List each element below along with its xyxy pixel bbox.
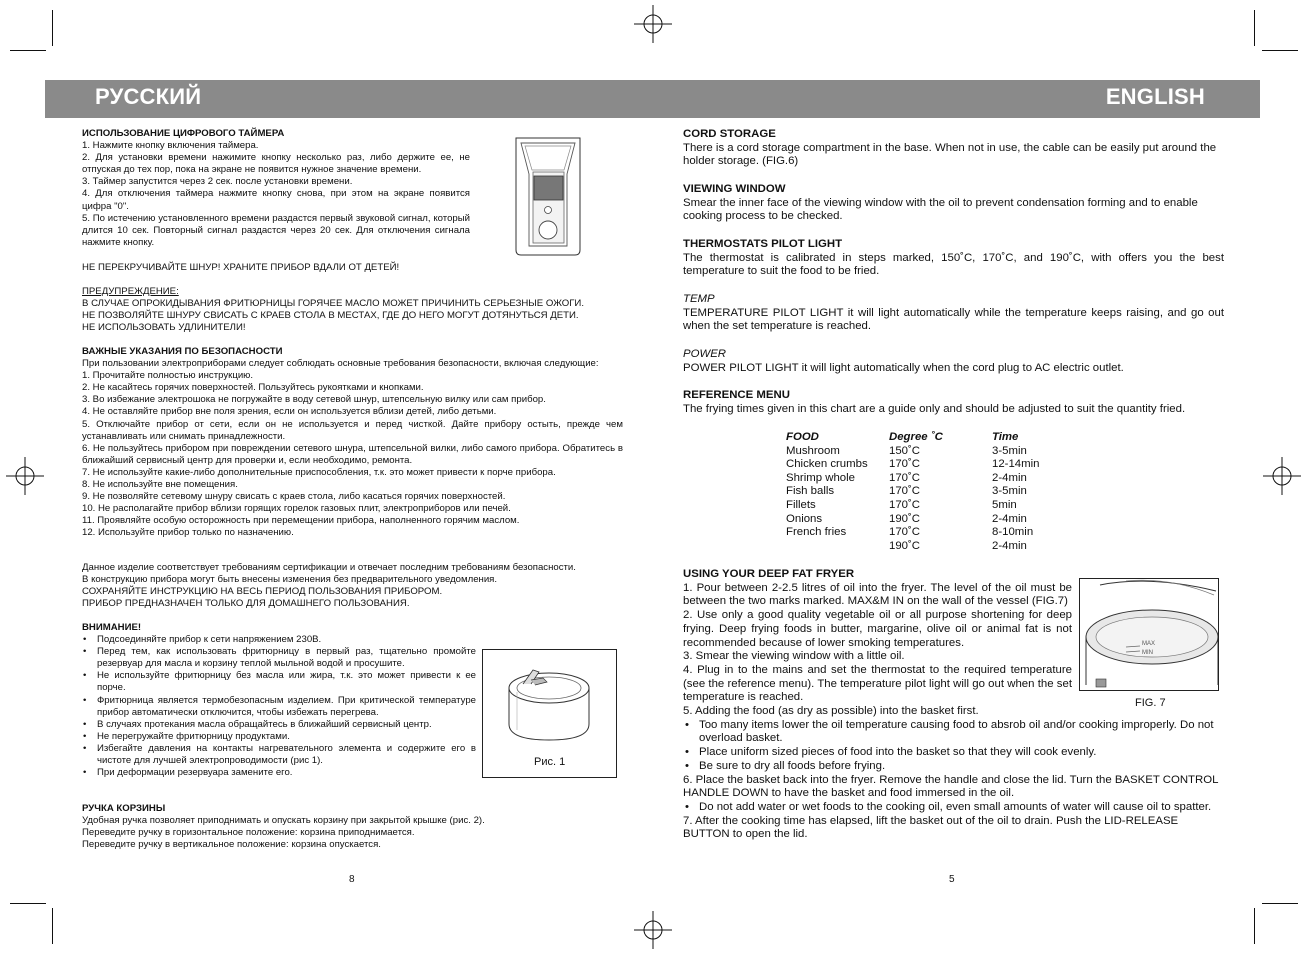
crop-mark (52, 908, 53, 944)
english-heading: ENGLISH (1105, 84, 1205, 109)
ru-safety-heading: ВАЖНЫЕ УКАЗАНИЯ ПО БЕЗОПАСНОСТИ (82, 346, 283, 357)
ru-basket-line: Переведите ручку в горизонтальное положение: корзина приподнимается. (82, 827, 415, 839)
ru-cert-line: В конструкцию прибора могут быть внесены изменения без предварительного уведомления. (82, 574, 498, 586)
ru-attention-item: • Подсоединяйте прибор к сети напряжением 230В. (82, 634, 476, 646)
min-mark-label: MIN (1142, 650, 1153, 656)
ru-safety-section (82, 346, 623, 540)
table-row (786, 540, 1072, 554)
cell-food: French fries (786, 526, 847, 539)
ru-attention-item: • Фритюрница является термобезопасным изделием. При критической температуре прибор автоматически отключится, чтобы избежать перегрева. (82, 695, 476, 719)
en-reference-heading: REFERENCE MENU (683, 389, 790, 401)
table-row (786, 445, 1072, 459)
crop-mark (10, 50, 46, 51)
crop-mark (10, 903, 46, 904)
ru-safety-line: 2. Не касайтесь горячих поверхностей. Пользуйтесь рукоятками и кнопками. (82, 382, 424, 394)
language-header-bar (45, 80, 1260, 118)
table-row (786, 485, 1072, 499)
ru-safety-line: 4. Не оставляйте прибор вне поля зрения, если он используется вблизи детей, либо детьми. (82, 406, 497, 418)
cell-degree: 170˚C (889, 526, 921, 539)
crop-mark (1262, 903, 1298, 904)
ru-safety-line: 3. Во избежание электрошока не погружайте в воду сетевой шнур, штепсельную вилку или сам прибор. (82, 394, 546, 406)
ru-attention-item: • Избегайте давления на контакты нагревательного элемента и содержите его в чистоте для лучшей электропроводимости (рис 1). (82, 743, 476, 767)
cell-food: Chicken crumbs (786, 458, 868, 471)
en-using-bullet: • Be sure to dry all foods before frying. (683, 760, 1224, 774)
en-temp-section (683, 293, 1224, 334)
ru-cert-line: СОХРАНЯЙТЕ ИНСТРУКЦИЮ НА ВЕСЬ ПЕРИОД ПОЛЬЗОВАНИЯ ПРИБОРОМ. (82, 586, 443, 598)
figure-7-caption: FIG. 7 (1135, 697, 1166, 709)
cell-time: 3-5min (992, 444, 1027, 457)
cell-degree: 170˚C (889, 498, 921, 511)
ru-cert-line: Данное изделие соответствует требованиям сертификации и отвечает последним требованиям безопасности. (82, 562, 576, 573)
ru-safety-line: 12. Используйте прибор только по назначению. (82, 527, 294, 539)
table-row (786, 458, 1072, 472)
heating-element-illustration (503, 658, 595, 746)
cell-food (786, 540, 889, 554)
en-viewing-window-heading: VIEWING WINDOW (683, 183, 786, 195)
ru-attention-item: • При деформации резервуара замените его. (82, 767, 476, 779)
table-header-row (786, 431, 1072, 445)
registration-mark-top (634, 5, 672, 43)
column-header-food: FOOD (786, 431, 819, 443)
ru-timer-line: 3. Таймер запустится через 2 сек. после установки времени. (82, 176, 353, 188)
ru-safety-line: 10. Не располагайте прибор вблизи горящих горелок газовых плит, электроприборов или печей. (82, 503, 511, 515)
ru-attention-heading: ВНИМАНИЕ! (82, 622, 142, 633)
timer-control-panel-illustration (512, 134, 584, 258)
cell-time: 2-4min (992, 539, 1027, 552)
en-power-heading: POWER (683, 348, 727, 360)
registration-mark-bottom (634, 911, 672, 949)
cell-food: Fillets (786, 498, 816, 511)
en-cord-storage-heading: CORD STORAGE (683, 128, 776, 140)
cell-time: 3-5min (992, 485, 1027, 498)
cell-time: 2-4min (992, 471, 1027, 484)
en-using-step: 4. Plug in to the mains and set the thermostat to the required temperature (see the reference menu). The temperature pilot light will go out when the set temperature is reached. (683, 663, 1072, 704)
ru-timer-line: 5. По истечению установленного времени раздастся первый звуковой сигнал, который длится 10 сек. Повторный сигнал раздастся через 20 сек. Для отключения сигнала нажмите кнопку. (82, 212, 470, 248)
cell-food: Fish balls (786, 485, 835, 498)
ru-cord-note-text: НЕ ПЕРЕКРУЧИВАЙТЕ ШНУР! ХРАНИТЕ ПРИБОР ВДАЛИ ОТ ДЕТЕЙ! (82, 262, 400, 273)
ru-timer-line: 1. Нажмите кнопку включения таймера. (82, 140, 259, 152)
en-using-step: 2. Use only a good quality vegetable oil or all purpose shortening for deep frying. Deep frying foods in butter, margarine, olive oil or animal fat is not recommended because of lower smoking temperatures. (683, 609, 1072, 649)
en-viewing-window-section (683, 183, 1224, 224)
russian-heading: РУССКИЙ (95, 84, 202, 109)
ru-basket-line: Переведите ручку в вертикальное положение: корзина опускается. (82, 839, 381, 851)
table-row (786, 526, 1072, 540)
en-reference-text: The frying times given in this chart are a guide only and should be adjusted to suit the quantity fried. (683, 402, 1186, 415)
crop-mark (1254, 908, 1255, 944)
ru-attention-item: • Не используйте фритюрницу без масла или жира, т.к. это может привести к ее порче. (82, 670, 476, 694)
ru-attention-item: • В случаях протекания масла обращайтесь в ближайший сервисный центр. (82, 719, 476, 731)
figure-1-box (482, 649, 617, 778)
ru-attention-section (82, 622, 476, 779)
crop-mark (52, 10, 53, 46)
ru-basket-line: Удобная ручка позволяет приподнимать и опускать корзину при закрытой крышке (рис. 2). (82, 815, 485, 827)
ru-timer-line: 2. Для установки времени нажимите кнопку несколько раз, либо держите ее, не отпуская до тех пор, пока на экране не появится нужное значение времени. (82, 152, 470, 176)
ru-basket-heading: РУЧКА КОРЗИНЫ (82, 803, 166, 814)
ru-warning-heading: ПРЕДУПРЕЖДЕНИЕ: (82, 286, 179, 297)
cell-food: Shrimp whole (786, 471, 856, 484)
en-using-step: 6. Place the basket back into the fryer. Remove the handle and close the lid. Turn the BASKET CONTROL HANDLE DOWN to have the basket and food immersed in the oil. (683, 773, 1219, 800)
ru-attention-item: • Перед тем, как использовать фритюрницу в первый раз, тщательно промойте резервуар для масла и корзину теплой мыльной водой и просушите. (82, 646, 476, 670)
en-using-step: 1. Pour between 2-2.5 litres of oil into the fryer. The level of the oil must be between the two marks marked. MAX&M IN on the wall of the vessel (FIG.7) (683, 581, 1072, 608)
table-row (786, 513, 1072, 527)
cell-degree: 150˚C (889, 444, 921, 457)
figure-1-caption: Рис. 1 (534, 756, 566, 768)
figure-7-box (1079, 578, 1219, 691)
en-temp-text: TEMPERATURE PILOT LIGHT it will light automatically while the temperature keeps raising, and go out when the set temperature is reached. (683, 306, 1224, 333)
en-power-section (683, 348, 1224, 375)
en-using-step: 5. Adding the food (as dry as possible) into the basket first. (683, 705, 979, 718)
column-header-time: Time (992, 431, 1019, 443)
crop-mark (1254, 10, 1255, 46)
registration-mark-left (6, 457, 44, 495)
table-row (786, 472, 1072, 486)
ru-timer-section (82, 128, 470, 249)
en-using-step: 3. Smear the viewing window with a little oil. (683, 650, 905, 663)
max-mark-label: MAX (1142, 641, 1156, 647)
en-thermostat-text: The thermostat is calibrated in steps marked, 150˚C, 170˚C, and 190˚C, with offers you the best temperature to suit the food to be fried. (683, 251, 1224, 278)
cell-time: 12-14min (992, 458, 1040, 471)
en-using-bullet: • Place uniform sized pieces of food into the basket so that they will cook evenly. (683, 746, 1224, 760)
en-power-text: POWER PILOT LIGHT it will light automatically when the cord plug to AC electric outlet. (683, 361, 1124, 374)
ru-cert-line: ПРИБОР ПРЕДНАЗНАЧЕН ТОЛЬКО ДЛЯ ДОМАШНЕГО ПОЛЬЗОВАНИЯ. (82, 598, 410, 610)
ru-safety-line: 5. Отключайте прибор от сети, если он не используется и перед чисткой. Дайте прибору остыть, прежде чем устанавливать или снимать принадлежности. (82, 418, 623, 442)
en-temp-heading: TEMP (683, 293, 715, 305)
ru-safety-line: 7. Не используйте какие-либо дополнительные приспособления, т.к. это может привести к порче прибора. (82, 466, 556, 478)
page-number-left: 8 (349, 874, 355, 885)
table-row (786, 499, 1072, 513)
en-thermostat-section (683, 238, 1224, 279)
oil-vessel-illustration (1080, 579, 1218, 690)
ru-safety-line: При пользовании электроприборами следует соблюдать основные требования безопасности, включая следующие: (82, 358, 599, 370)
cell-degree: 170˚C (889, 458, 921, 471)
ru-timer-heading: ИСПОЛЬЗОВАНИЕ ЦИФРОВОГО ТАЙМЕРА (82, 128, 285, 139)
ru-safety-line: 9. Не позволяйте сетевому шнуру свисать с краев стола, либо касаться горячих поверхностей. (82, 491, 506, 503)
en-using-heading: USING YOUR DEEP FAT FRYER (683, 568, 855, 580)
cell-food: Mushroom (786, 444, 840, 457)
ru-warning-line: НЕ ПОЗВОЛЯЙТЕ ШНУРУ СВИСАТЬ С КРАЕВ СТОЛА В МЕСТАХ, ГДЕ ДО НЕГО МОГУТ ДОТЯНУТЬСЯ ДЕТИ. (82, 310, 579, 322)
cell-time: 5min (992, 498, 1017, 511)
cell-food: Onions (786, 512, 823, 525)
ru-certification-section (82, 562, 627, 610)
ru-safety-line: 6. Не пользуйтесь прибором при повреждении сетевого шнура, штепсельной вилки, либо самого прибора. Обратитесь в ближайший сервисный центр для проверки и, если необходимо, ремонта. (82, 442, 623, 466)
en-viewing-window-text: Smear the inner face of the viewing window with the oil to prevent condensation forming and to enable cooking process to be checked. (683, 196, 1198, 223)
ru-cord-note (82, 262, 622, 274)
cell-time: 2-4min (992, 512, 1027, 525)
en-cord-storage-section (683, 128, 1224, 169)
en-using-bullet: • Do not add water or wet foods to the cooking oil, even small amounts of water will cause oil to spatter. (683, 801, 1224, 815)
cell-degree: 190˚C (889, 512, 921, 525)
en-reference-section (683, 389, 1224, 416)
en-cord-storage-text: There is a cord storage compartment in the base. When not in use, the cable can be easily put around the holder storage. (FIG.6) (683, 141, 1217, 168)
cell-degree: 170˚C (889, 485, 921, 498)
ru-safety-line: 1. Прочитайте полностью инструкцию. (82, 370, 254, 382)
ru-basket-section (82, 803, 627, 851)
ru-safety-line: 8. Не используйте вне помещения. (82, 479, 238, 491)
registration-mark-right (1263, 457, 1301, 495)
ru-warning-section (82, 286, 622, 334)
en-using-bullet: • Too many items lower the oil temperature causing food to absrob oil and/or cooking improperly. Do not overload basket. (683, 719, 1224, 746)
cell-degree: 170˚C (889, 471, 921, 484)
ru-safety-line: 11. Проявляйте особую осторожность при перемещении прибора, наполненного горячим маслом. (82, 515, 520, 527)
en-using-step: 7. After the cooking time has elapsed, lift the basket out of the oil to drain. Push the LID-RELEASE BUTTON to open the lid. (683, 814, 1179, 841)
ru-warning-line: НЕ ИСПОЛЬЗОВАТЬ УДЛИНИТЕЛИ! (82, 322, 246, 334)
cell-time: 8-10min (992, 526, 1034, 539)
ru-attention-item: • Не перегружайте фритюрницу продуктами. (82, 731, 476, 743)
cell-degree: 190˚C (889, 539, 921, 552)
column-header-degree: Degree ˚C (889, 431, 943, 443)
ru-warning-line: В СЛУЧАЕ ОПРОКИДЫВАНИЯ ФРИТЮРНИЦЫ ГОРЯЧЕЕ МАСЛО МОЖЕТ ПРИЧИНИТЬ СЕРЬЕЗНЫЕ ОЖОГИ. (82, 298, 584, 310)
crop-mark (1262, 50, 1298, 51)
page-number-right: 5 (949, 874, 955, 885)
ru-timer-line: 4. Для отключения таймера нажмите кнопку снова, при этом на экране появится цифра "0". (82, 188, 470, 212)
en-thermostat-heading: THERMOSTATS PILOT LIGHT (683, 238, 843, 250)
reference-menu-table (786, 431, 1072, 553)
